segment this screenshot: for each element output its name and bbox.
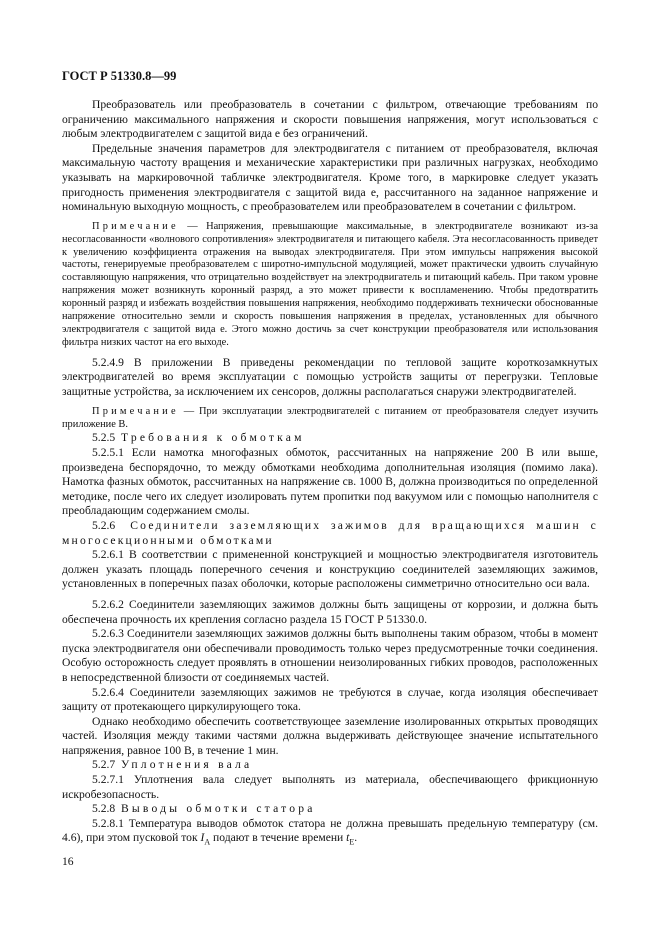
clause-5-2-6-4: 5.2.6.4 Соединители заземляющих зажимов не требуются в случае, когда изоляция обеспечивает защиту от протекающего циркулирующего тока. <box>62 685 598 714</box>
clause-5-2-8-1 <box>62 817 598 851</box>
section-title: Уплотнения вала <box>120 758 253 772</box>
note-paragraph <box>62 406 598 432</box>
clause-text: подают в течение времени <box>210 831 347 845</box>
section-number: 5.2.7 <box>92 758 116 772</box>
note-paragraph <box>62 221 598 350</box>
paragraph: Однако необходимо обеспечить соответствующее заземление изолированных открытых проводящих частей. Изоляция между такими частями должна выдерживать действующее значение испытательного напряжения, равное 100 В, в течение 1 мин. <box>62 714 598 757</box>
section-heading-5-2-5 <box>62 431 598 446</box>
clause-5-2-6-1: 5.2.6.1 В соответствии с примененной конструкцией и мощностью электродвигателя изготовитель должен указать площадь поперечного сечения и конструкцию соединителей заземляющих зажимов, установленных в поперечных пазах оболочки, которые расположены симметрично относительно оси вала. <box>62 548 598 591</box>
note-label: Примечание <box>92 220 179 232</box>
section-title: Требования к обмоткам <box>120 431 305 445</box>
note-label: Примечание <box>92 405 179 417</box>
clause-5-2-6-2: 5.2.6.2 Соединители заземляющих зажимов должны быть защищены от коррозии, и должна быть обеспечена прочность их крепления согласно раздела 15 ГОСТ Р 51330.0. <box>62 597 598 626</box>
section-number: 5.2.5 <box>92 431 116 445</box>
time-subscript: E <box>349 837 355 847</box>
section-heading-5-2-7 <box>62 758 598 773</box>
clause-5-2-4-9: 5.2.4.9 В приложении В приведены рекомендации по тепловой защите короткозамкнутых электродвигателей во время эксплуатации с помощью устройств защиты от перегрузки. Тепловые защитные устройства, за исключением их сенсоров, должны располагаться снаружи электродвигателей. <box>62 355 598 398</box>
document-body <box>62 98 598 850</box>
current-symbol: I <box>200 831 205 845</box>
clause-text: . <box>354 831 358 845</box>
paragraph: Предельные значения параметров для электродвигателя с питанием от преобразователя, включая максимальную частоту вращения и механические характеристики при различных нагрузках, необходимо указывать на маркировочной табличке электродвигателя. Кроме того, в маркировке следует указать пригодность применения электродвигателя с защитой вида e, рассчитанного на заданное напряжение и номинальную выходную мощность, с преобразователем или преобразователем в сочетании с фильтром. <box>62 141 598 214</box>
clause-5-2-7-1: 5.2.7.1 Уплотнения вала следует выполнять из материала, обеспечивающего фрикционную искробезопасность. <box>62 773 598 801</box>
paragraph: Преобразователь или преобразователь в сочетании с фильтром, отвечающие требованиям по ограничению максимального напряжения и скорости повышения напряжения, могут использоваться с любым электродвигателем с защитой вида e без ограничений. <box>62 98 598 141</box>
section-number: 5.2.8 <box>92 802 116 816</box>
section-heading-5-2-8 <box>62 802 598 817</box>
section-heading-5-2-6 <box>62 519 598 548</box>
time-symbol: t <box>346 831 350 845</box>
clause-5-2-6-3: 5.2.6.3 Соединители заземляющих зажимов должны быть выполнены таким образом, чтобы в момент пуска электродвигателя они обеспечивали проводимость только через предусмотренные точки соединения. Особую осторожность следует проявлять в отношении неизолированных гибких проводов, расположенных в непосредственной близости от соединяемых частей. <box>62 627 598 684</box>
section-title: Соединители заземляющих зажимов для вращающихся машин с многосекционными обмотками <box>62 518 598 547</box>
note-text: — При эксплуатации электродвигателей с питанием от преобразователя следует изучить приложение В. <box>62 405 598 430</box>
document-header: ГОСТ Р 51330.8—99 <box>62 69 177 83</box>
note-text: — Напряжения, превышающие максимальные, в электродвигателе возникают из-за несогласованности «волнового сопротивления» электродвигателя и питающего кабеля. Эта несогласованность приведет к увеличению коэффициента отражения на выводах электродвигателя. При этом импульсы напряжения высокой частоты, генерируемые преобразователем с широтно-импульсной модуляцией, может практически удвоить случайную составляющую напряжения, что отрицательно воздействует на электродвигатель и питающий кабель. При таком уровне напряжения может возникнуть коронный разряд, а это может привести к воспламенению. Чтобы предотвратить коронный разряд и избежать воздействия повышения напряжения, необходимо поддерживать технически обоснованные напряжение относительно земли и скорость повышения напряжения в пределах, установленных для обычного электродвигателя с защитой вида e. Этого можно достичь за счет конструкции преобразователя или использования фильтра низких частот на его выходе. <box>62 220 598 348</box>
section-title: Выводы обмотки статора <box>120 802 316 816</box>
section-number: 5.2.6 <box>92 518 116 532</box>
clause-text: 5.2.8.1 Температура выводов обмоток статора не должна превышать предельную температуру (см. 4.6), при этом пусковой ток <box>62 816 598 845</box>
clause-5-2-5-1: 5.2.5.1 Если намотка многофазных обмоток, рассчитанных на напряжение 200 В или выше, произведена беспорядочно, то между обмотками необходима дополнительная изоляция (помимо лака). Намотка фазных обмоток, рассчитанных на напряжение св. 1000 В, должна производиться по определенной методике, после чего их следует изолировать путем пропитки под вакуумом или с помощью наполнителя с преобладающим содержанием смолы. <box>62 446 598 518</box>
page-number: 16 <box>62 855 74 868</box>
current-subscript: A <box>204 837 211 847</box>
